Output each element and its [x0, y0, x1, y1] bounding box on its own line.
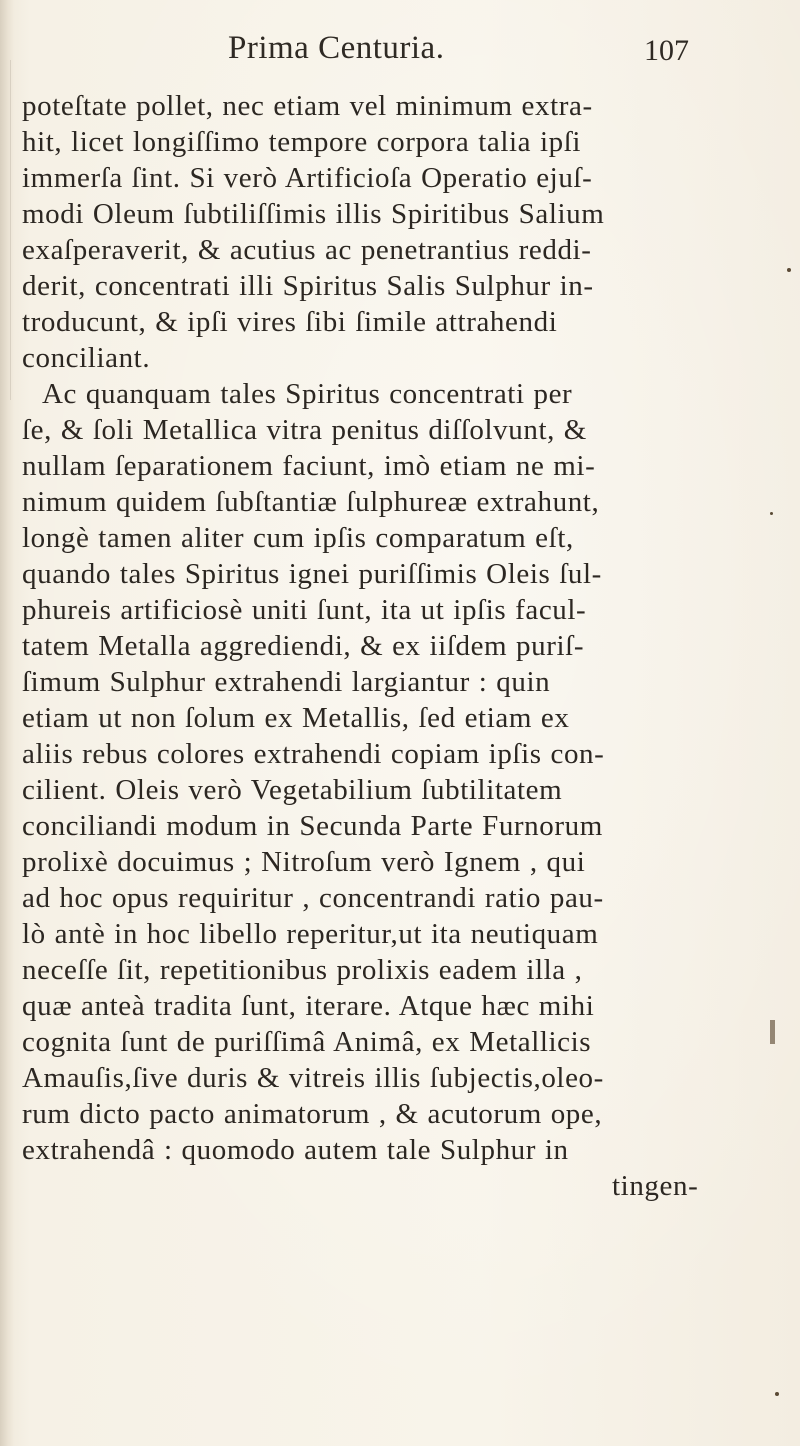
running-head: Prima Centuria. [228, 30, 445, 66]
text-line: rum dicto pacto animatorum , & acutorum ope, [22, 1098, 603, 1130]
text-line: ſe, & ſoli Metallica vitra penitus diſſolvunt, & [22, 414, 587, 446]
text-line: modi Oleum ſubtiliſſimis illis Spiritibus Salium [22, 198, 605, 230]
ink-speck [787, 268, 791, 272]
text-line: conciliant. [22, 342, 151, 374]
text-line: phureis artificiosè uniti ſunt, ita ut ipſis facul- [22, 594, 587, 626]
text-line: derit, concentrati illi Spiritus Salis Sulphur in- [22, 270, 594, 302]
text-line: immerſa ſint. Si verò Artificioſa Operatio ejuſ- [22, 162, 593, 194]
text-line: conciliandi modum in Secunda Parte Furnorum [22, 810, 603, 842]
margin-ink-mark [770, 1020, 775, 1044]
text-line: troducunt, & ipſi vires ſibi ſimile attrahendi [22, 306, 558, 338]
text-line: tatem Metalla aggrediendi, & ex iiſdem puriſ- [22, 630, 585, 662]
text-line: hit, licet longiſſimo tempore corpora talia ipſi [22, 126, 582, 158]
text-line: ad hoc opus requiritur , concentrandi ratio pau- [22, 882, 604, 914]
text-line: nimum quidem ſubſtantiæ ſulphureæ extrahunt, [22, 486, 600, 518]
catchword: tingen- [612, 1170, 699, 1202]
paragraph-start: Ac quanquam tales Spiritus concentrati per [42, 378, 573, 410]
text-line: lò antè in hoc libello reperitur,ut ita neutiquam [22, 918, 599, 950]
text-line: longè tamen aliter cum ipſis comparatum eſt, [22, 522, 574, 554]
text-line: quæ anteà tradita ſunt, iterare. Atque hæc mihi [22, 990, 595, 1022]
text-line: quando tales Spiritus ignei puriſſimis Oleis ſul- [22, 558, 602, 590]
text-line: poteſtate pollet, nec etiam vel minimum extra- [22, 90, 593, 122]
binding-edge [0, 0, 14, 1446]
text-line: exaſperaverit, & acutius ac penetrantius reddi- [22, 234, 592, 266]
text-line: nullam ſeparationem faciunt, imò etiam ne mi- [22, 450, 596, 482]
text-line: aliis rebus colores extrahendi copiam ipſis con- [22, 738, 605, 770]
page-number: 107 [644, 34, 689, 67]
text-line: prolixè docuimus ; Nitroſum verò Ignem , qui [22, 846, 586, 878]
page-header [0, 22, 800, 72]
ink-speck [775, 1392, 779, 1396]
text-line: cilient. Oleis verò Vegetabilium ſubtilitatem [22, 774, 563, 806]
ink-speck [770, 512, 773, 515]
text-line: Amauſis,ſive duris & vitreis illis ſubjectis,oleo- [22, 1062, 604, 1094]
text-line: extrahendâ : quomodo autem tale Sulphur in [22, 1134, 569, 1166]
text-line: ſimum Sulphur extrahendi largiantur : quin [22, 666, 551, 698]
text-line: cognita ſunt de puriſſimâ Animâ, ex Metallicis [22, 1026, 592, 1058]
text-line: etiam ut non ſolum ex Metallis, ſed etiam ex [22, 702, 570, 734]
page-fold [10, 60, 11, 400]
text-line: neceſſe ſit, repetitionibus prolixis eadem illa , [22, 954, 583, 986]
